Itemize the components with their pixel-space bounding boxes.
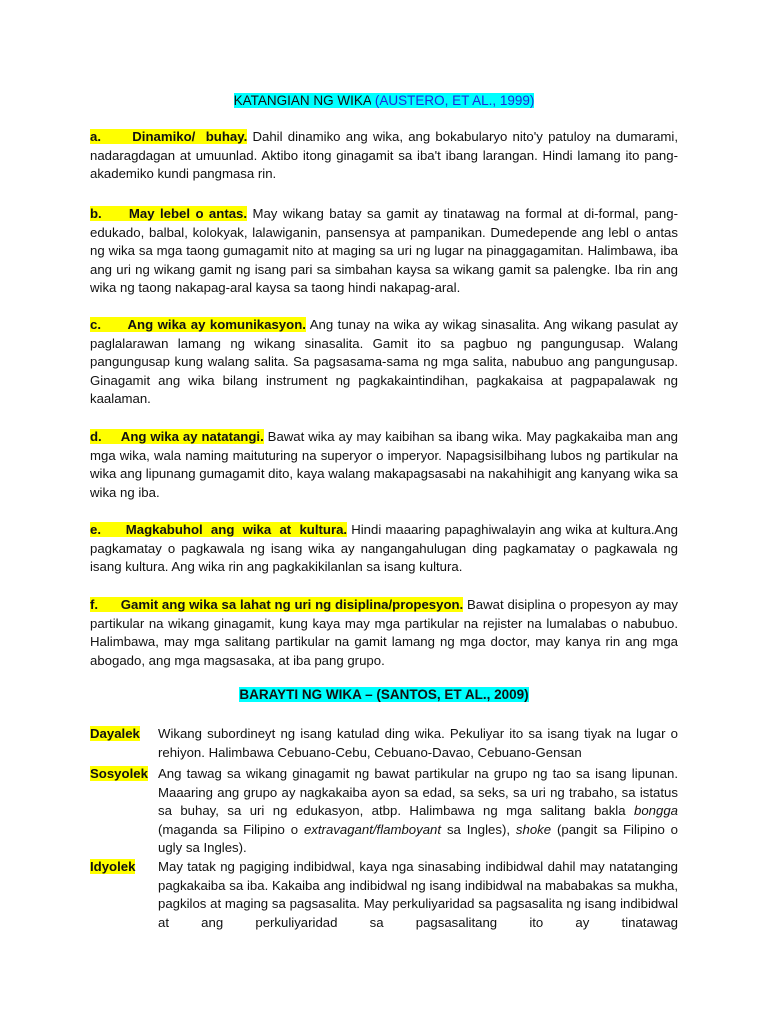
section-d-text: Bawat wika ay may kaibihan sa ibang wika. May pagkakaiba man ang mga wika, wala naming maituturing na superyor o imperyor. Napagsisilbihang lubos ng partikular na wika ang lipunang gumagamit dito, kaya walang makapagsasabi na nakahihigit ang kanyang wika sa wika ng iba. <box>90 429 678 500</box>
section-f-text: Bawat disiplina o propesyon ay may partikular na wikang ginagamit, kung kaya may mga partikular na rejister na lumalabas o nabubuo. Halimbawa, may mga salitang partikular na gamit lamang ng mga doctor, may kanya rin ang mga abogado, ang mga magsasaka, at iba pang grupo. <box>90 597 678 668</box>
section-b-label: b. May lebel o antas. <box>90 206 248 221</box>
section-c <box>90 316 678 409</box>
section-e-text: Hindi maaaring papaghiwalayin ang wika at kultura.Ang pagkamatay o pagkawala ng isang wika ay nangangahulugan ding pagkamatay o pagkawala ng isang kultura. Ang wika rin ang pagkakikilanlan sa isang kultura. <box>90 522 678 575</box>
title-katangian <box>0 92 768 110</box>
title-barayti <box>0 686 768 704</box>
section-c-text: Ang tunay na wika ay wikag sinasalita. Ang wikang pasulat ay paglalarawan lamang ng wikang sinasalita. Gamit ito sa pagbuo ng pangungusap. Walang pangungusap kung walang salita. Sa pagsasama-sama ng mga salita, nabubuo ang pangungusap. Ginagamit ang wika bilang instrument ng pagkakaintindihan, pagkakaisa at pagpapalawak ng kaalaman. <box>90 317 678 407</box>
definition-sosyolek-part4: (pangit sa Filipino o ugly sa Ingles). <box>158 821 678 856</box>
section-d <box>90 428 678 502</box>
section-e <box>90 521 678 577</box>
title-katangian-main: KATANGIAN NG WIKA <box>233 93 372 108</box>
title-katangian-citation: (AUSTERO, ET AL., 1999) <box>371 93 535 108</box>
title-barayti-text: BARAYTI NG WIKA – (SANTOS, ET AL., 2009) <box>239 687 529 702</box>
definition-sosyolek <box>158 765 678 858</box>
definition-dayalek: Wikang subordineyt ng isang katulad ding wika. Pekuliyar ito sa isang tiyak na lugar o rehiyon. Halimbawa Cebuano-Cebu, Cebuano-Davao, Cebuano-Gensan <box>158 726 678 760</box>
definition-sosyolek-part1: Ang tawag sa wikang ginagamit ng bawat partikular na grupo ng tao sa isang lipunan. Maaaring ang grupo ay nagkakaiba ayon sa edad, sa seks, sa uri ng trabaho, sa istatus sa buhay, sa uri ng edukasyon, atbp. Halimbawa ng mga salitang bakla <box>158 766 678 819</box>
definition-sosyolek-em3: shoke <box>515 821 552 837</box>
section-a <box>90 128 678 184</box>
definition-sosyolek-part2: (maganda sa Filipino o <box>158 821 304 837</box>
section-b-text: May wikang batay sa gamit ay tinatawag na formal at di-formal, pang-edukado, balbal, kolokyak, lalawiganin, pansensya at pampanikan. Dumedepende ang lebl o antas ng wika sa mga taong gumagamit nito at maging sa uri ng lugar na pinaggagamitan. Halimbawa, iba ang uri ng wikang gamit ng isang pari sa simbahan kaysa sa wikang gamit sa palengke. Iba rin ang wika ng taong nakapag-aral kaysa sa taong hindi nakapag-aral. <box>90 206 678 296</box>
term-idyolek <box>90 858 160 877</box>
section-a-text: Dahil dinamiko ang wika, ang bokabularyo nito'y patuloy na dumarami, nadaragdagan at umuunlad. Aktibo itong ginagamit sa iba't ibang larangan. Hindi lamang ito pang-akademiko kundi pangmasa rin. <box>90 129 678 182</box>
definition-idyolek: May tatak ng pagiging indibidwal, kaya nga sinasabing indibidwal dahil may natatanging pagkakaiba sa iba. Kakaiba ang indibidwal ng isang indibidwal na mababakas sa mukha, pagkilos at maging sa pagsasalita. May perkuliyaridad sa pagsasalita ng isang indibidwal at ang perkuliyaridad sa pagsasalitang ito ay tinatawag <box>158 859 678 930</box>
section-c-label: c. Ang wika ay komunikasyon. <box>90 317 306 332</box>
term-dayalek <box>90 725 160 744</box>
term-idyolek-label: Idyolek <box>90 859 136 874</box>
term-sosyolek-label: Sosyolek <box>90 766 148 781</box>
definition-sosyolek-em2: extravagant/flamboyant <box>303 821 442 837</box>
section-f <box>90 596 678 670</box>
definition-sosyolek-em1: bongga <box>633 803 678 819</box>
section-b <box>90 205 678 298</box>
section-e-label: e. Magkabuhol ang wika at kultura. <box>90 522 348 537</box>
section-a-label: a. Dinamiko/ buhay. <box>90 129 248 144</box>
definition-sosyolek-part3: sa Ingles), <box>441 821 516 837</box>
section-d-label: d. Ang wika ay natatangi. <box>90 429 264 444</box>
term-sosyolek <box>90 765 160 784</box>
section-f-label: f. Gamit ang wika sa lahat ng uri ng disiplina/propesyon. <box>90 597 464 612</box>
term-dayalek-label: Dayalek <box>90 726 140 741</box>
